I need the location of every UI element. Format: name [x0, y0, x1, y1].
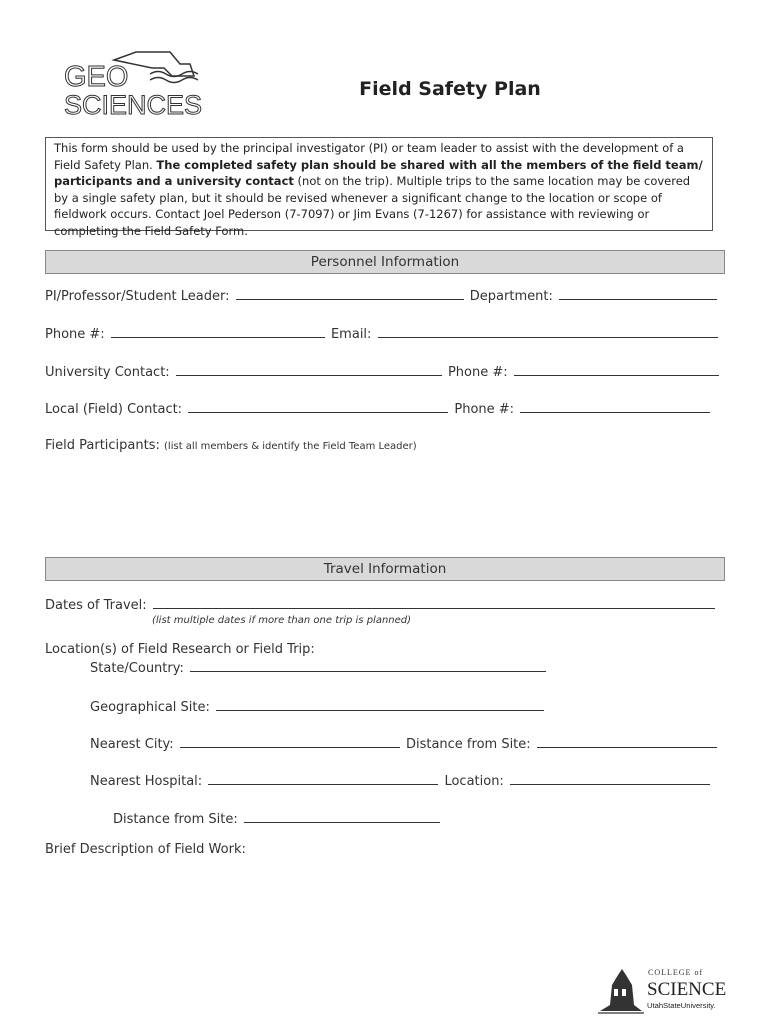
university-contact-label: University Contact: [45, 365, 170, 380]
local-phone-field[interactable] [520, 401, 710, 413]
state-label: State/Country: [90, 661, 184, 676]
geo-logo-text: GEO [64, 61, 129, 93]
geo-site-field[interactable] [216, 699, 544, 711]
email-label: Email: [330, 327, 372, 342]
pi-field[interactable] [236, 288, 464, 300]
college-of-text: COLLEGE of [648, 968, 704, 977]
phone-field[interactable] [111, 326, 325, 338]
pi-label: PI/Professor/Student Leader: [45, 289, 230, 304]
distance-field[interactable] [537, 736, 717, 748]
university-phone-label: Phone #: [447, 365, 508, 380]
pi-row [45, 288, 719, 304]
department-field[interactable] [559, 288, 717, 300]
participants-label: Field Participants: [45, 438, 160, 453]
phone-label: Phone #: [45, 327, 105, 342]
page-title: Field Safety Plan [359, 78, 541, 100]
sciences-logo-text: SCIENCES [64, 90, 203, 120]
email-field[interactable] [378, 326, 718, 338]
personnel-section-header: Personnel Information [45, 250, 725, 274]
location-heading: Location(s) of Field Research or Field Trip: [45, 642, 315, 657]
university-contact-row [45, 364, 721, 380]
hospital-distance-field[interactable] [244, 811, 440, 823]
geo-site-label: Geographical Site: [90, 700, 210, 715]
nearest-city-row [90, 736, 719, 752]
dates-row [45, 597, 717, 613]
intro-box [45, 137, 713, 238]
dates-label: Dates of Travel: [45, 598, 147, 613]
university-phone-field[interactable] [514, 364, 719, 376]
college-of-science-logo [596, 965, 730, 1015]
dates-note: (list multiple dates if more than one trip is planned) [152, 615, 412, 626]
local-phone-label: Phone #: [454, 402, 515, 417]
science-text: SCIENCE [647, 979, 727, 1000]
local-contact-field[interactable] [188, 401, 448, 413]
nearest-hospital-row [90, 773, 712, 789]
dates-field[interactable] [153, 597, 715, 609]
hospital-distance-row [113, 811, 442, 827]
local-contact-row [45, 401, 712, 417]
hospital-distance-label: Distance from Site: [113, 812, 238, 827]
state-field[interactable] [190, 660, 546, 672]
distance-label: Distance from Site: [405, 737, 531, 752]
department-label: Department: [469, 289, 553, 304]
geo-site-row [90, 699, 546, 715]
nearest-city-label: Nearest City: [90, 737, 174, 752]
nearest-hospital-label: Nearest Hospital: [90, 774, 203, 789]
university-contact-field[interactable] [176, 364, 442, 376]
nearest-city-field[interactable] [180, 736, 400, 748]
intro-text-bold: The completed safety plan should be shared with all the members of the field team/ participants and a university contact [54, 157, 703, 188]
hospital-location-field[interactable] [510, 773, 710, 785]
intro-text-1: This form should be used by the principal investigator (PI) or team leader to assist with the development of a Field Safety Plan. [54, 141, 684, 172]
local-contact-label: Local (Field) Contact: [45, 402, 183, 417]
university-text: UtahStateUniversity. [647, 1001, 716, 1010]
hospital-location-label: Location: [444, 774, 504, 789]
nearest-hospital-field[interactable] [208, 773, 438, 785]
phone-email-row [45, 326, 720, 342]
intro-text-2: (not on the trip). Multiple trips to the same location may be covered by a single safety plan, but it should be revised whenever a significant change to the location or scope of fieldwork occurs. Contact Joel Pederson (7-7097) or Jim Evans (7-1267) for assistance with reviewing or completing the Field Safety Form. [54, 174, 691, 238]
participants-note: (list all members & identify the Field Team Leader) [164, 441, 417, 452]
geosciences-logo [62, 50, 212, 120]
participants-row [45, 438, 417, 453]
description-label: Brief Description of Field Work: [45, 842, 246, 857]
travel-section-header: Travel Information [45, 557, 725, 581]
state-row [90, 660, 548, 676]
